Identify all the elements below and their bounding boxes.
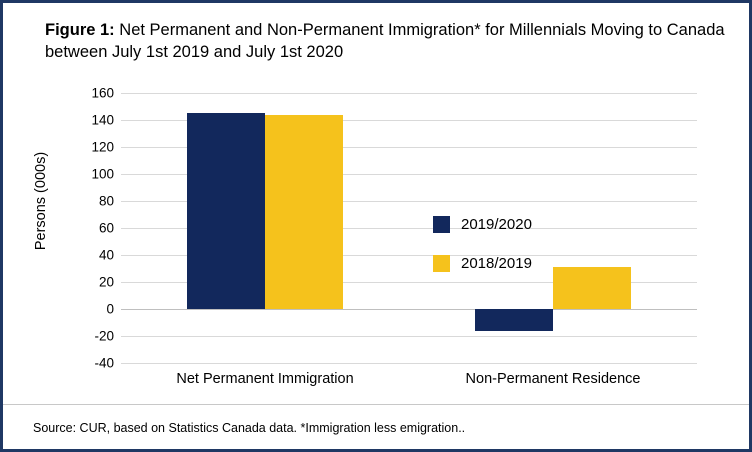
figure-title-rest: Net Permanent and Non-Permanent Immigration* for Millennials Moving to Canada between July 1st 2019 and July 1st 2020	[45, 21, 725, 62]
y-axis-tick-label: -20	[94, 328, 114, 344]
y-axis-tick-label: 100	[91, 166, 114, 182]
grid-line	[121, 336, 697, 337]
plot-area	[3, 81, 752, 387]
y-axis-tick-label: 0	[106, 301, 114, 317]
grid-line	[121, 363, 697, 364]
y-axis-tick-label: -40	[94, 355, 114, 371]
grid-line	[121, 93, 697, 94]
y-axis-tick-label: 40	[98, 247, 114, 263]
x-axis-tick-label: Net Permanent Immigration	[176, 371, 354, 387]
x-axis-labels	[121, 371, 697, 399]
figure-title-lead: Figure 1:	[45, 21, 115, 39]
legend-label: 2018/2019	[461, 255, 532, 272]
source-note: Source: CUR, based on Statistics Canada data. *Immigration less emigration..	[33, 421, 466, 435]
x-axis-tick-label: Non-Permanent Residence	[465, 371, 641, 387]
y-axis-tick-label: 20	[98, 274, 114, 290]
bar	[265, 115, 343, 309]
chart-legend	[433, 216, 532, 294]
axis-area	[91, 85, 697, 371]
bar	[475, 309, 553, 331]
y-axis-tick-label: 120	[91, 139, 114, 155]
y-axis-tick-label: 80	[98, 193, 114, 209]
bar	[553, 267, 631, 309]
figure-title	[45, 19, 725, 64]
legend-swatch-icon	[433, 255, 450, 272]
y-axis-tick-label: 60	[98, 220, 114, 236]
bar	[187, 113, 265, 309]
legend-item	[433, 255, 532, 272]
legend-item	[433, 216, 532, 233]
y-axis-label: Persons (000s)	[33, 151, 49, 251]
y-axis-tick-label: 140	[91, 112, 114, 128]
footer-divider	[3, 404, 749, 405]
y-axis-tick-label: 160	[91, 85, 114, 101]
legend-swatch-icon	[433, 216, 450, 233]
legend-label: 2019/2020	[461, 216, 532, 233]
grid-line	[121, 309, 697, 310]
